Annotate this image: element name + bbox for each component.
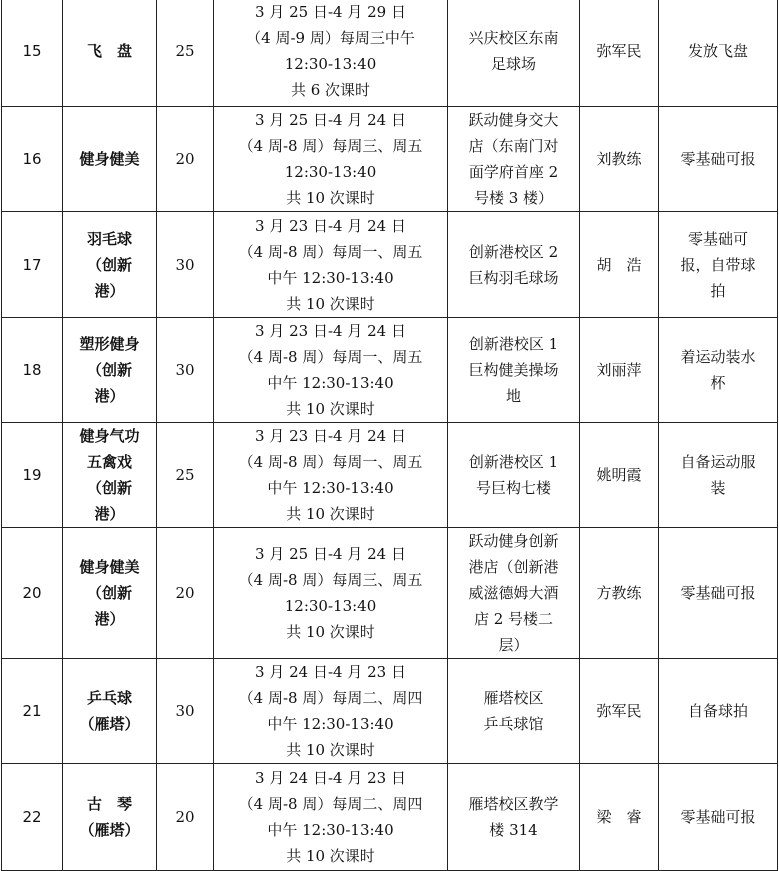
- row-number: 19: [2, 423, 63, 528]
- class-time-line: （4 周-8 周）每周二、周四: [238, 795, 423, 813]
- class-time-line: 共 10 次课时: [286, 189, 375, 207]
- note: [659, 107, 778, 212]
- location-line: 巨构健美操场: [468, 361, 559, 379]
- course-name-line: （创新: [86, 361, 132, 379]
- capacity: 30: [157, 212, 214, 318]
- row-number: 18: [2, 318, 63, 423]
- location-line: 地: [505, 387, 521, 405]
- table-row: [2, 659, 778, 764]
- course-name-line: 港）: [94, 505, 125, 523]
- capacity: 30: [157, 659, 214, 764]
- class-time: [214, 423, 448, 528]
- class-time-line: 12:30-13:40: [284, 54, 377, 73]
- location: [448, 0, 580, 107]
- location-line: 创新港校区 1: [468, 453, 559, 471]
- table-row: [2, 764, 778, 871]
- class-time-line: 中午 12:30-13:40: [267, 715, 394, 733]
- note-line: 零基础可: [687, 229, 748, 248]
- class-time-line: 中午 12:30-13:40: [267, 821, 394, 839]
- row-number: 20: [2, 528, 63, 659]
- table-row: [2, 0, 778, 107]
- note-line: 拍: [710, 281, 726, 300]
- course-name: [63, 318, 157, 423]
- teacher: 胡 浩: [580, 212, 659, 318]
- location-line: 店（东南门对: [468, 137, 559, 155]
- course-name-line: （雁塔）: [79, 821, 140, 839]
- class-time-line: 3 月 23 日-4 月 24 日: [255, 216, 406, 235]
- location: [448, 528, 580, 659]
- class-time: [214, 107, 448, 212]
- class-time: [214, 318, 448, 423]
- note: [659, 0, 778, 107]
- location-line: 巨构羽毛球场: [468, 268, 559, 287]
- course-schedule-table: [1, 0, 778, 871]
- location-line: 创新港校区 1: [468, 335, 559, 353]
- teacher: 刘丽萍: [580, 318, 659, 423]
- location-line: 楼 314: [489, 821, 538, 839]
- course-name-line: （雁塔）: [79, 715, 140, 733]
- location-line: 面学府首座 2: [468, 163, 559, 181]
- location: [448, 107, 580, 212]
- note: [659, 423, 778, 528]
- table-row: [2, 423, 778, 528]
- note: [659, 528, 778, 659]
- class-time-line: 共 10 次课时: [286, 294, 375, 313]
- location-line: 兴庆校区东南: [468, 28, 559, 47]
- teacher: 方教练: [580, 528, 659, 659]
- class-time-line: 3 月 25 日-4 月 24 日: [255, 111, 406, 129]
- course-name: [63, 659, 157, 764]
- note-line: 自备球拍: [687, 702, 748, 720]
- course-name-line: 港）: [94, 387, 125, 405]
- course-name-line: 塑形健身: [79, 335, 140, 353]
- location-line: 威滋德姆大酒: [468, 584, 559, 602]
- note: [659, 318, 778, 423]
- table-body: [2, 0, 778, 871]
- teacher: 梁 睿: [580, 764, 659, 871]
- note-line: 零基础可报: [680, 584, 756, 602]
- location: [448, 659, 580, 764]
- course-name-line: 乒乓球: [86, 689, 132, 707]
- course-name-line: 港）: [94, 281, 125, 300]
- row-number: 16: [2, 107, 63, 212]
- row-number: 21: [2, 659, 63, 764]
- class-time-line: 共 10 次课时: [286, 505, 375, 523]
- location-line: 雁塔校区教学: [468, 795, 559, 813]
- class-time-line: 12:30-13:40: [284, 163, 377, 181]
- note-line: 零基础可报: [680, 808, 756, 826]
- course-name: [63, 212, 157, 318]
- location-line: 创新港校区 2: [468, 242, 559, 261]
- capacity: 25: [157, 0, 214, 107]
- class-time-line: 共 10 次课时: [286, 741, 375, 759]
- table-row: [2, 318, 778, 423]
- note-line: 自备运动服: [680, 453, 756, 471]
- row-number: 22: [2, 764, 63, 871]
- class-time: [214, 0, 448, 107]
- note: [659, 764, 778, 871]
- course-name: [63, 107, 157, 212]
- class-time-line: （4 周-8 周）每周三、周五: [238, 137, 423, 155]
- course-name-line: 健身健美: [79, 150, 140, 168]
- course-name-line: 羽毛球: [86, 229, 132, 248]
- note-line: 装: [710, 479, 726, 497]
- note-line: 杯: [710, 374, 726, 392]
- location: [448, 423, 580, 528]
- note-line: 零基础可报: [680, 150, 756, 168]
- class-time-line: 共 10 次课时: [286, 623, 375, 641]
- class-time-line: 共 10 次课时: [286, 847, 375, 865]
- location-line: 层）: [498, 636, 529, 654]
- capacity: 20: [157, 528, 214, 659]
- capacity: 30: [157, 318, 214, 423]
- course-name: [63, 0, 157, 107]
- class-time-line: （4 周-9 周）每周三中午: [246, 28, 415, 47]
- location-line: 雁塔校区: [483, 689, 544, 707]
- class-time-line: 3 月 25 日-4 月 24 日: [255, 545, 406, 563]
- course-name-line: （创新: [86, 584, 132, 602]
- capacity: 20: [157, 764, 214, 871]
- course-name-line: 飞 盘: [86, 41, 132, 60]
- course-name-line: （创新: [86, 479, 132, 497]
- location: [448, 764, 580, 871]
- table-row: [2, 107, 778, 212]
- note-line: 着运动装水: [680, 348, 756, 366]
- class-time-line: 3 月 24 日-4 月 23 日: [255, 769, 406, 787]
- capacity: 25: [157, 423, 214, 528]
- course-name: [63, 423, 157, 528]
- class-time-line: （4 周-8 周）每周一、周五: [238, 242, 423, 261]
- course-name-line: 健身健美: [79, 558, 140, 576]
- class-time-line: 共 6 次课时: [290, 80, 371, 99]
- note-line: 发放飞盘: [687, 41, 748, 60]
- course-name: [63, 528, 157, 659]
- course-name-line: 古 琴: [86, 795, 132, 813]
- location-line: 足球场: [490, 54, 536, 73]
- capacity: 20: [157, 107, 214, 212]
- table-row: [2, 212, 778, 318]
- class-time-line: 3 月 24 日-4 月 23 日: [255, 663, 406, 681]
- class-time-line: 3 月 23 日-4 月 24 日: [255, 427, 406, 445]
- location-line: 港店（创新港: [468, 558, 559, 576]
- location-line: 乒乓球馆: [483, 715, 544, 733]
- teacher: 姚明霞: [580, 423, 659, 528]
- note-line: 报，自带球: [680, 255, 756, 274]
- class-time-line: 中午 12:30-13:40: [267, 268, 394, 287]
- location: [448, 318, 580, 423]
- location: [448, 212, 580, 318]
- location-line: 号楼 3 楼）: [473, 189, 554, 207]
- location-line: 店 2 号楼二: [473, 610, 554, 628]
- row-number: 17: [2, 212, 63, 318]
- class-time: [214, 528, 448, 659]
- class-time: [214, 764, 448, 871]
- class-time-line: 12:30-13:40: [284, 597, 377, 615]
- class-time-line: 共 10 次课时: [286, 400, 375, 418]
- location-line: 跃动健身创新: [468, 532, 559, 550]
- course-name: [63, 764, 157, 871]
- class-time-line: （4 周-8 周）每周二、周四: [238, 689, 423, 707]
- location-line: 号巨构七楼: [475, 479, 551, 497]
- class-time: [214, 659, 448, 764]
- location-line: 跃动健身交大: [468, 111, 559, 129]
- class-time-line: 中午 12:30-13:40: [267, 374, 394, 392]
- course-name-line: 港）: [94, 610, 125, 628]
- note: [659, 659, 778, 764]
- course-name-line: （创新: [86, 255, 132, 274]
- class-time: [214, 212, 448, 318]
- class-time-line: 中午 12:30-13:40: [267, 479, 394, 497]
- table-row: [2, 528, 778, 659]
- class-time-line: 3 月 25 日-4 月 29 日: [255, 2, 406, 21]
- course-name-line: 五禽戏: [86, 453, 132, 471]
- note: [659, 212, 778, 318]
- course-name-line: 健身气功: [79, 427, 140, 445]
- class-time-line: （4 周-8 周）每周一、周五: [238, 453, 423, 471]
- class-time-line: 3 月 23 日-4 月 24 日: [255, 322, 406, 340]
- class-time-line: （4 周-8 周）每周一、周五: [238, 348, 423, 366]
- teacher: 刘教练: [580, 107, 659, 212]
- row-number: 15: [2, 0, 63, 107]
- teacher: 弥军民: [580, 659, 659, 764]
- teacher: 弥军民: [580, 0, 659, 107]
- class-time-line: （4 周-8 周）每周三、周五: [238, 571, 423, 589]
